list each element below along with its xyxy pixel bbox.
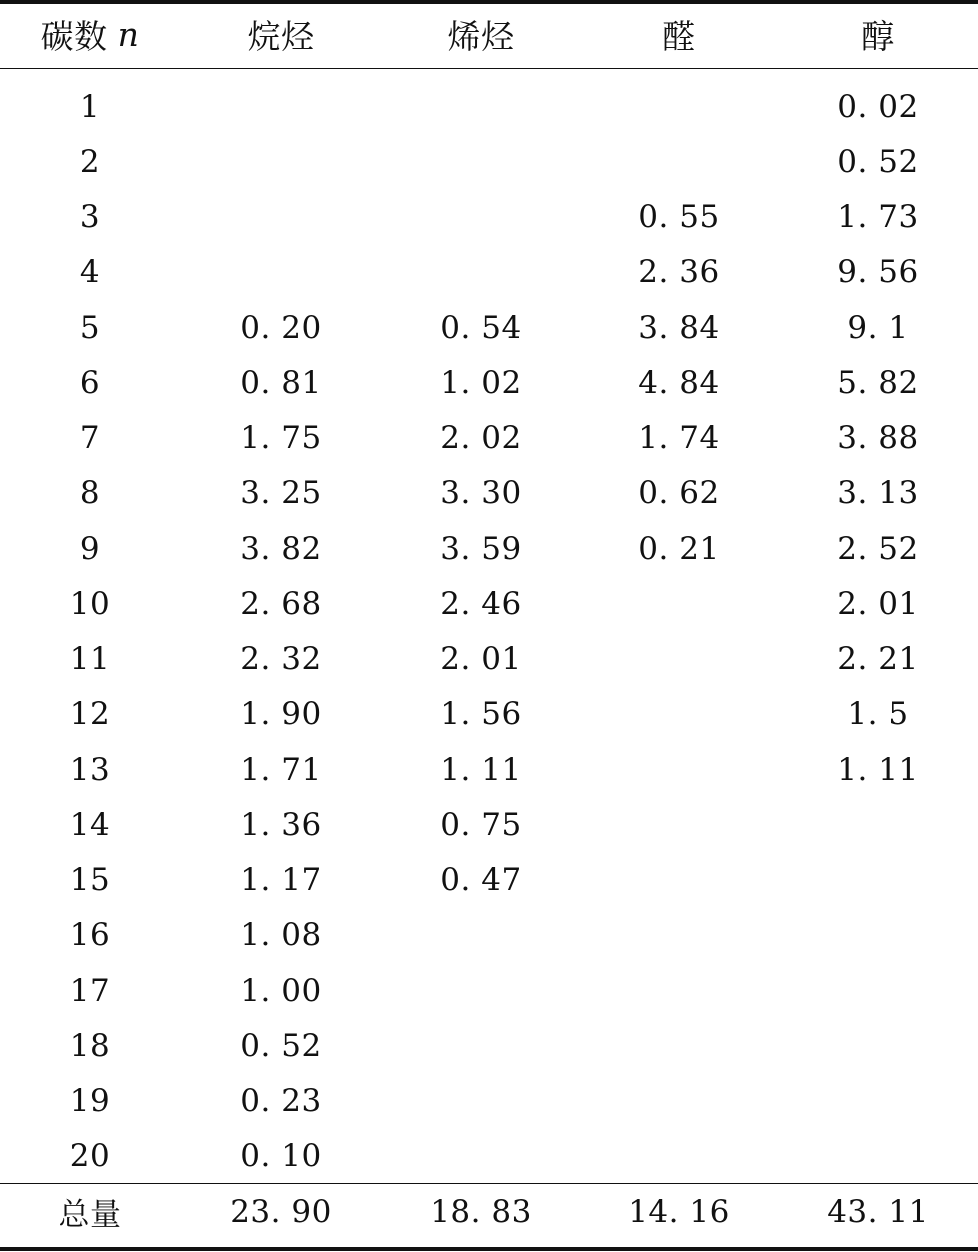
table-row — [0, 1129, 978, 1184]
cell-carbon-number: 19 — [69, 1083, 111, 1119]
cell-alcohol: 2. 52 — [837, 530, 919, 567]
cell-carbon-number: 13 — [69, 751, 111, 788]
cell-aldehyde — [580, 1074, 778, 1129]
cell-alkane — [180, 245, 382, 300]
cell-aldehyde — [580, 1129, 778, 1184]
cell-alkane: 0. 52 — [240, 1027, 322, 1064]
cell-alkene: 2. 46 — [440, 585, 522, 622]
table-row — [0, 79, 978, 134]
cell-carbon-number: 20 — [69, 1138, 111, 1175]
table-totals-row — [0, 1184, 978, 1239]
cell-aldehyde — [580, 797, 778, 852]
cell-alkene: 3. 59 — [440, 530, 522, 567]
cell-aldehyde: 3. 84 — [638, 309, 720, 346]
cell-aldehyde — [580, 853, 778, 908]
cell-alkane: 3. 82 — [240, 530, 322, 567]
cell-alkane: 1. 17 — [240, 862, 322, 898]
cell-alcohol: 2. 01 — [837, 585, 919, 622]
cell-aldehyde — [580, 1018, 778, 1073]
totals-alcohol: 43. 11 — [827, 1193, 929, 1230]
table-row — [0, 1018, 978, 1073]
totals-aldehyde: 14. 16 — [628, 1193, 730, 1230]
cell-carbon-number: 16 — [69, 917, 111, 954]
cell-alcohol: 5. 82 — [837, 364, 919, 401]
cell-aldehyde: 1. 74 — [638, 420, 720, 456]
cell-aldehyde: 4. 84 — [638, 364, 720, 401]
cell-alcohol: 0. 52 — [837, 143, 919, 180]
cell-alkene: 0. 75 — [440, 806, 522, 843]
cell-alkene: 0. 47 — [440, 862, 522, 898]
cell-aldehyde — [580, 963, 778, 1018]
cell-alcohol: 1. 5 — [847, 696, 909, 733]
cell-alcohol — [778, 853, 978, 908]
table-row — [0, 797, 978, 852]
cell-alcohol: 2. 21 — [837, 641, 919, 677]
cell-carbon-number: 17 — [69, 972, 111, 1009]
cell-alkane: 0. 23 — [240, 1083, 322, 1119]
header-alkene: 烯烃 — [447, 17, 515, 56]
cell-alkene: 2. 02 — [440, 420, 522, 456]
cell-aldehyde — [580, 908, 778, 963]
table-row — [0, 466, 978, 521]
cell-carbon-number: 9 — [79, 530, 101, 567]
cell-alkene: 1. 56 — [440, 696, 522, 733]
table-top-rule — [0, 0, 978, 4]
cell-carbon-number: 18 — [69, 1027, 111, 1064]
table-row — [0, 632, 978, 687]
cell-carbon-number: 4 — [79, 254, 101, 291]
cell-alkene: 0. 54 — [440, 309, 522, 346]
cell-alcohol: 1. 73 — [837, 199, 919, 235]
cell-aldehyde — [580, 687, 778, 742]
cell-alcohol — [778, 1018, 978, 1073]
totals-alkene: 18. 83 — [430, 1193, 532, 1230]
cell-carbon-number: 14 — [69, 806, 111, 843]
cell-aldehyde — [580, 79, 778, 134]
cell-alcohol: 9. 56 — [837, 254, 919, 291]
cell-carbon-number: 6 — [79, 364, 101, 401]
cell-alkane: 1. 75 — [240, 420, 322, 456]
cell-alcohol — [778, 908, 978, 963]
cell-alkane: 1. 90 — [240, 696, 322, 733]
cell-aldehyde — [580, 632, 778, 687]
cell-alkane: 0. 81 — [240, 364, 322, 401]
table-row — [0, 190, 978, 245]
header-alcohol: 醇 — [861, 17, 895, 56]
cell-alcohol: 9. 1 — [847, 309, 909, 346]
cell-carbon-number: 7 — [79, 420, 101, 456]
cell-aldehyde — [580, 134, 778, 189]
table-bottom-rule — [0, 1247, 978, 1251]
table-row — [0, 908, 978, 963]
cell-alkene — [382, 1074, 580, 1129]
table-row — [0, 134, 978, 189]
cell-alcohol: 1. 11 — [837, 751, 919, 788]
cell-alkene — [382, 134, 580, 189]
table-row — [0, 1074, 978, 1129]
cell-alkene: 1. 11 — [440, 751, 522, 788]
header-aldehyde: 醛 — [662, 17, 696, 56]
header-alkane: 烷烃 — [247, 17, 315, 56]
cell-carbon-number: 3 — [79, 199, 101, 235]
cell-aldehyde — [580, 576, 778, 631]
cell-alkane: 0. 20 — [240, 309, 322, 346]
cell-alkene: 3. 30 — [440, 475, 522, 512]
cell-alkene — [382, 190, 580, 245]
cell-alkane: 2. 32 — [240, 641, 322, 677]
table-row — [0, 742, 978, 797]
cell-alkene — [382, 908, 580, 963]
cell-alkane: 2. 68 — [240, 585, 322, 622]
cell-alkene: 1. 02 — [440, 364, 522, 401]
cell-alcohol — [778, 963, 978, 1018]
cell-carbon-number: 10 — [69, 585, 111, 622]
cell-alkane — [180, 134, 382, 189]
cell-alcohol: 3. 13 — [837, 475, 919, 512]
cell-alkane: 1. 08 — [240, 917, 322, 954]
cell-alcohol — [778, 797, 978, 852]
cell-carbon-number: 15 — [69, 862, 111, 898]
cell-alkane — [180, 190, 382, 245]
cell-alkane: 0. 10 — [240, 1138, 322, 1175]
cell-aldehyde — [580, 742, 778, 797]
cell-carbon-number: 11 — [69, 641, 111, 677]
cell-alkane: 1. 36 — [240, 806, 322, 843]
table-row — [0, 687, 978, 742]
totals-alkane: 23. 90 — [230, 1193, 332, 1230]
cell-carbon-number: 2 — [79, 143, 101, 180]
cell-carbon-number: 1 — [79, 88, 101, 125]
cell-alcohol — [778, 1129, 978, 1184]
header-carbon-label: 碳数 — [40, 17, 108, 56]
cell-alcohol: 3. 88 — [837, 420, 919, 456]
table-row — [0, 963, 978, 1018]
table-row — [0, 853, 978, 908]
cell-alkene — [382, 1129, 580, 1184]
cell-carbon-number: 12 — [69, 696, 111, 733]
table-header-row — [0, 7, 978, 62]
cell-alcohol — [778, 1074, 978, 1129]
totals-label: 总量 — [58, 1197, 122, 1233]
cell-alkane: 1. 71 — [240, 751, 322, 788]
header-divider-rule — [0, 68, 978, 69]
cell-aldehyde: 2. 36 — [638, 254, 720, 291]
cell-alkene — [382, 79, 580, 134]
cell-aldehyde: 0. 62 — [638, 475, 720, 512]
table-row — [0, 355, 978, 410]
cell-alkane: 1. 00 — [240, 972, 322, 1009]
cell-alkene — [382, 963, 580, 1018]
header-carbon-number — [0, 7, 180, 62]
cell-alkene — [382, 1018, 580, 1073]
cell-alcohol: 0. 02 — [837, 88, 919, 125]
table-row — [0, 300, 978, 355]
cell-alkene: 2. 01 — [440, 641, 522, 677]
cell-alkane — [180, 79, 382, 134]
cell-alkene — [382, 245, 580, 300]
table-row — [0, 245, 978, 300]
cell-aldehyde: 0. 21 — [638, 530, 720, 567]
table-row — [0, 576, 978, 631]
table-row — [0, 411, 978, 466]
cell-alkane: 3. 25 — [240, 475, 322, 512]
cell-aldehyde: 0. 55 — [638, 199, 720, 235]
header-carbon-var: n — [117, 15, 140, 54]
cell-carbon-number: 5 — [79, 309, 101, 346]
table-row — [0, 521, 978, 576]
cell-carbon-number: 8 — [79, 475, 101, 512]
